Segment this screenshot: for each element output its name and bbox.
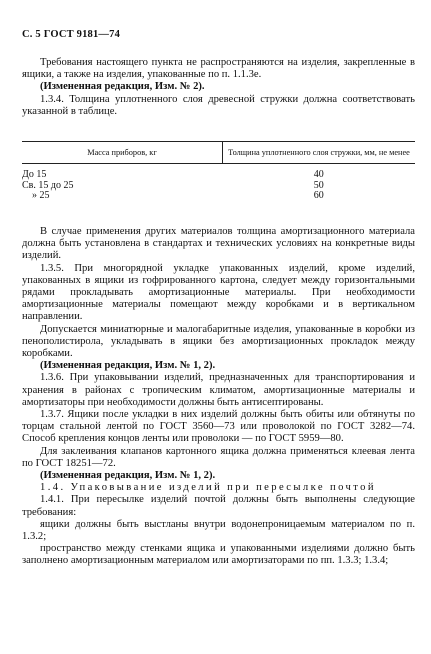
paragraph: Допускается миниатюрные и малогабаритные изделия, упакованные в коробки из пенополистирола, укладывать в ящики без амортизационных прокладок между коробками.: [22, 323, 415, 360]
paragraph: 1.3.4. Толщина уплотненного слоя древесной стружки должна соответствовать указанной в таблице.: [22, 93, 415, 117]
revision-note: (Измененная редакция, Изм. № 2).: [40, 81, 205, 93]
table-header-thickness: Толщина уплотненного слоя стружки, мм, не менее: [223, 142, 416, 164]
table-row: [22, 191, 415, 202]
page-header: С. 5 ГОСТ 9181—74: [22, 29, 121, 40]
paragraph: В случае применения других материалов толщина амортизационного материала должна быть установлена в стандартах и технических условиях на конкретные виды изделий.: [22, 226, 415, 262]
table-cell-mass: » 25: [32, 190, 50, 201]
table-cell-thickness: 40: [313, 169, 324, 180]
revision-note: (Измененная редакция, Изм. № 1, 2).: [40, 470, 216, 482]
table-row: [22, 181, 415, 192]
table-cell-thickness: 60: [313, 190, 324, 201]
paragraph: Требования настоящего пункта не распространяются на изделия, закрепленные в ящики, а также на изделия, упакованные по п. 1.1.3е.: [22, 57, 415, 81]
text-block-top: [22, 57, 415, 118]
paragraph: 1.3.7. Ящики после укладки в них изделий должны быть обиты или обтянуты по торцам стальной лентой по ГОСТ 3560—73 или проволокой по ГОСТ 3282—74. Способ крепления концов ленты или проволоки — по ГОСТ 5959—80.: [22, 409, 415, 445]
paragraph: 1.3.6. При упаковывании изделий, предназначенных для транспортирования и хранения в районах с тропическим климатом, амортизационные материалы и амортизаторы при необходимости должны быть антисептированы.: [22, 372, 415, 408]
table-cell-mass: Св. 15 до 25: [22, 179, 74, 191]
paragraph: ящики должны быть выстланы внутри водонепроницаемым материалом по п. 1.3.2;: [22, 518, 415, 543]
text-block-main: [22, 226, 415, 568]
paragraph: пространство между стенками ящика и упакованными изделиями должно быть заполнено амортизационным материалом или амортизаторами по пп. 1.3.3; 1.3.4;: [22, 543, 415, 567]
table-row: [22, 164, 415, 181]
paragraph: 1.3.5. При многорядной укладке упакованных изделий, кроме изделий, упакованных в ящики из гофрированного картона, следует между горизонтальными рядами прокладывать амортизационные материалы. При необходимости амортизационные материалы помещают между коробками и в вертикальном направлении.: [22, 262, 415, 323]
thickness-table: [22, 141, 415, 202]
revision-note: (Измененная редакция, Изм. № 1, 2).: [40, 360, 216, 372]
paragraph: 1.4.1. При пересылке изделий почтой должны быть выполнены следующие требования:: [22, 494, 415, 518]
table-cell-thickness: 50: [313, 179, 324, 191]
table-cell-mass: До 15: [22, 169, 47, 180]
section-heading: 1.4. Упаковывание изделий при пересылке почтой: [40, 482, 376, 494]
paragraph: Для заклеивания клапанов картонного ящика должна применяться клеевая лента по ГОСТ 18251—72.: [22, 445, 415, 469]
table-header-mass: Масса приборов, кг: [22, 142, 223, 164]
